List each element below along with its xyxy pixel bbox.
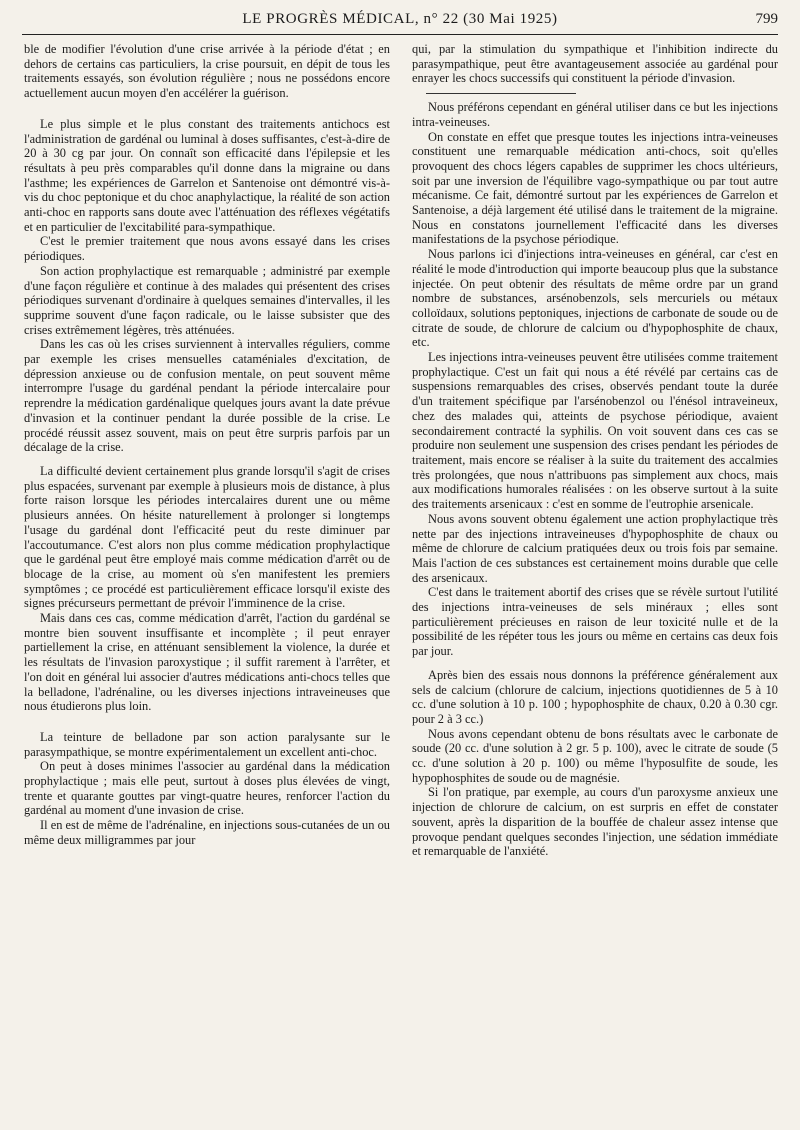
paragraph: Le plus simple et le plus constant des traitements antichocs est l'administration de gardénal ou luminal à doses suffisantes, c'est-à-dire de 20 à 30 cg par jour. On connaît son efficacité dans l'épilepsie et les résultats à peu près comparables qu'il donne dans la migraine ou dans l'asthme; les expériences de Garrelon et Santenoise ont démontré vis-à-vis du choc peptonique et du choc anaphylactique, la réalité de son action anti-choc en rapports sans doute avec l'atténuation des réflexes végétatifs et en particulier de l'excitabilité para-sympathique. xyxy=(24,116,390,234)
paragraph: Nous parlons ici d'injections intra-veineuses en général, car c'est en réalité le mode d'introduction qui importe beaucoup plus que la substance injectée. On peut obtenir des résultats de même ordre par un grand nombre de substances, arsénobenzols, sels mercuriels ou métaux colloïdaux, solutions peptoniques, injections de carbonate de soude ou de citrate de soude, de chlorure de calcium ou d'hypophosphite de chaux, etc. xyxy=(412,247,778,350)
paragraph: On constate en effet que presque toutes les injections intra-veineuses constituent une remarquable médication anti-chocs, soit qu'elles provoquent des chocs légers capables de supprimer les chocs ultérieurs, soit par une inversion de l'équilibre vago-sympathique ou par tout autre mécanisme. Ce fait, démontré surtout par les expériences de Garrelon et Santenoise, a déjà largement été utilisé dans le traitement de la migraine. Nous en constatons journellement l'efficacité dans les diverses manifestations de la psychose périodique. xyxy=(412,129,778,247)
left-column xyxy=(24,42,390,1112)
paragraph: Nous avons souvent obtenu également une action prophylactique très nette par des injections intraveineuses d'hypophosphite de chaux ou même de chlorure de calcium pratiquées deux ou trois fois par semaine. Mais l'action de ces substances est certainement moins durable que celle des arsenicaux. xyxy=(412,511,778,585)
paragraph: Mais dans ces cas, comme médication d'arrêt, l'action du gardénal se montre bien souvent insuffisante et incomplète ; il peut enrayer partiellement la crise, en atténuant sensiblement la violence, la durée et les résultats de l'invasion paroxystique ; il suffit rarement à l'arrêter, et l'on doit en général lui associer d'autres médications anti-chocs telles que la belladone, l'adrénaline, ou les diverses injections intraveineuses que nous étudierons plus loin. xyxy=(24,611,390,714)
paragraph: Après bien des essais nous donnons la préférence généralement aux sels de calcium (chlorure de calcium, injections quotidiennes de 5 à 10 cc. d'une solution à 10 p. 100 ; hypophosphite de chaux, 0.20 à 0.30 cgr. pour 2 à 3 cc.) xyxy=(412,667,778,726)
paragraph: C'est le premier traitement que nous avons essayé dans les crises périodiques. xyxy=(24,234,390,264)
paragraph: Dans les cas où les crises surviennent à intervalles réguliers, comme par exemple les crises mensuelles cataméniales d'excitation, de dépression anxieuse ou de confusion mentale, on peut souvent même interrompre l'usage du gardénal pendant la période intercalaire pour reprendre la médication gardénalique quelques jours avant la date prévue d'invasion et la continuer pendant la durée possible de la crise. Le procédé réussit assez souvent, mais on peut être surpris parfois par un décalage de la crise. xyxy=(24,337,390,455)
running-head: LE PROGRÈS MÉDICAL, n° 22 (30 Mai 1925) xyxy=(242,11,558,27)
paragraph: qui, par la stimulation du sympathique et l'inhibition indirecte du parasympathique, peut être avantageusement associée au gardénal pour enrayer les chocs successifs qui constituent la période d'invasion. xyxy=(412,42,778,86)
paragraph: La teinture de belladone par son action paralysante sur le parasympathique, se montre expérimentalement un excellent anti-choc. xyxy=(24,729,390,759)
paragraph: ble de modifier l'évolution d'une crise arrivée à la période d'état ; en dehors de certains cas particuliers, la crise poursuit, en dépit de tous les traitements essayés, son évolution régulière ; nous ne possédons encore actuellement aucun moyen d'en accélérer la guérison. xyxy=(24,42,390,101)
paragraph: Si l'on pratique, par exemple, au cours d'un paroxysme anxieux une injection de chlorure de calcium, on est surpris en effet de constater souvent, après la disparition de la bouffée de chaleur assez intense que provoque pendant quelques secondes l'injection, une sédation immédiate et remarquable de l'anxiété. xyxy=(412,785,778,859)
paragraph: Il en est de même de l'adrénaline, en injections sous-cutanées de un ou même deux milligrammes par jour xyxy=(24,818,390,847)
paragraph: C'est dans le traitement abortif des crises que se révèle surtout l'utilité des injections intra-veineuses de sels minéraux ; elles sont particulièrement précieuses en raison de leur toxicité nulle et de la possibilité de les répéter tous les jours ou même en certains cas deux fois par jour. xyxy=(412,585,778,659)
paragraph: Nous préférons cependant en général utiliser dans ce but les injections intra-veineuses. xyxy=(412,100,778,129)
paragraph: On peut à doses minimes l'associer au gardénal dans la médication prophylactique ; mais elle peut, surtout à doses plus élevées de vingt, trente et quarante gouttes par vingt-quatre heures, renforcer l'action du gardénal au moment d'une invasion de crise. xyxy=(24,759,390,818)
paragraph: Les injections intra-veineuses peuvent être utilisées comme traitement prophylactique. C'est un fait qui nous a été révélé par certains cas de suspensions remarquables des crises, observés pendant toute la durée d'un traitement spécifique par l'arsénobenzol ou l'énésol intraveineux, chez des malades qui, atteints de psychose périodique, avaient secondairement contracté la syphilis. On voit souvent dans ces cas se produire non seulement une suspension des crises pendant les périodes de traitement, mais encore se réaliser à la suite du traitement des accalmies très prolongées, que nous n'attribuons pas simplement aux chocs, mais aux modifications humorales réalisées : on les observe surtout à la suite des traitements arsenicaux : c'est en somme de l'eutrophie arsenicale. xyxy=(412,350,778,512)
paragraph: Son action prophylactique est remarquable ; administré par exemple d'une façon régulière et continue à des malades qui présentent des crises périodiques survenant d'ordinaire à quelques semaines d'intervalles, il les supprime souvent d'une façon radicale, ou le laisse subsister que des crises extrêmement légères, très atténuées. xyxy=(24,263,390,337)
right-column xyxy=(412,42,778,1112)
section-rule xyxy=(426,93,576,94)
page-number: 799 xyxy=(755,11,778,27)
paragraph: La difficulté devient certainement plus grande lorsqu'il s'agit de crises plus espacées, survenant par exemple à plusieurs mois de distance, à plus forte raison lorsque les périodes intercalaires durent une ou même plusieurs années. On hésite naturellement à prolonger si longtemps l'usage du gardénal dont l'efficacité peut du reste diminuer par l'accoutumance. C'est alors non plus comme médication prophylactique que le gardénal peut être employé mais comme médication d'arrêt ou de blocage de la crise, au moment où s'en manifestent les premiers symptômes ; ce procédé est particulièrement efficace lorsqu'il existe des signes précurseurs permettant de prévoir l'imminence de la crise. xyxy=(24,463,390,611)
paragraph: Nous avons cependant obtenu de bons résultats avec le carbonate de soude (20 cc. d'une solution à 2 gr. 5 p. 100), avec le citrate de soude (5 cc. d'une solution à 20 p. 100) ou même l'hyposulfite de soude, les hypophosphites de soude ou de magnésie. xyxy=(412,726,778,785)
page-header xyxy=(22,8,778,35)
